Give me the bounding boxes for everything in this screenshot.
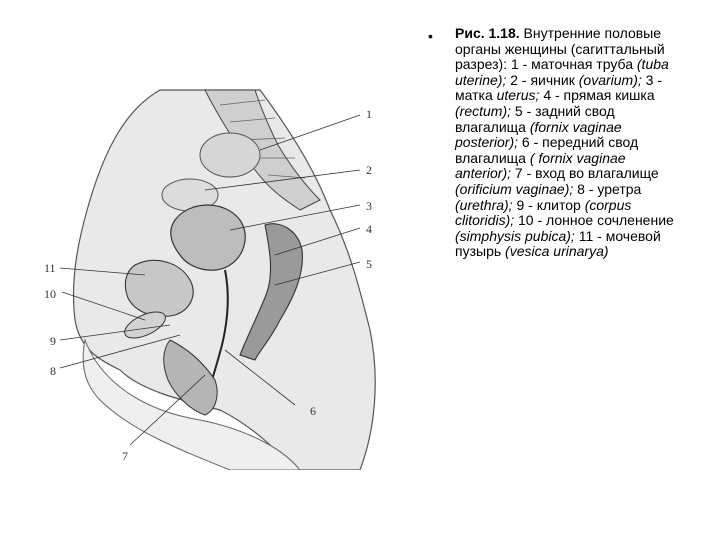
caption-body (455, 25, 674, 259)
caption-text: 11 - мочевой пузырь (455, 227, 661, 260)
caption-text: 8 - уретра (573, 180, 642, 197)
bullet-marker: • (428, 28, 433, 44)
caption-latin-term: (simphysis pubica); (455, 227, 575, 244)
label-5: 5 (366, 257, 372, 271)
label-1: 1 (366, 107, 372, 121)
caption-latin-term: uterus; (496, 87, 540, 104)
caption-latin-term: (urethra); (455, 196, 513, 213)
label-8: 8 (50, 364, 56, 378)
caption-text: 2 - яичник (506, 71, 579, 88)
caption-prefix: Рис. 1.18. (455, 25, 520, 41)
caption-latin-term: (vesica urinarya) (505, 243, 609, 260)
label-7: 7 (122, 449, 128, 463)
anatomy-illustration (30, 50, 420, 470)
label-3: 3 (366, 199, 372, 213)
caption-text: 9 - клитор (512, 196, 585, 213)
label-10: 10 (44, 287, 56, 301)
label-9: 9 (50, 334, 56, 348)
intestine-loop (200, 133, 260, 177)
caption-text: 6 - передний свод влагалища (455, 134, 639, 166)
caption-text: 3 - матка (455, 71, 662, 104)
label-4: 4 (366, 222, 372, 236)
label-11: 11 (44, 261, 56, 275)
caption-text: 7 - вход во влагалище (511, 165, 659, 182)
anatomy-figure (30, 50, 420, 470)
caption-latin-term: (ovarium); (578, 71, 642, 88)
caption-latin-term: (corpus clitoridis); (455, 196, 632, 229)
caption-latin-term: (fornix vaginae posterior); (455, 118, 622, 151)
caption-latin-term: ( fornix vaginae anterior); (455, 149, 626, 182)
caption-text: 10 - лонное сочленение (514, 212, 674, 229)
figure-caption (455, 26, 685, 260)
caption-text: Внутренние половые органы женщины (сагиттальный разрез): 1 - маточная труба (455, 25, 665, 73)
label-6: 6 (310, 404, 316, 418)
label-2: 2 (366, 163, 372, 177)
caption-text: 5 - задний свод влагалища (455, 102, 615, 135)
caption-latin-term: (tuba uterine); (455, 56, 669, 88)
caption-latin-term: (rectum); (455, 102, 511, 119)
caption-text: 4 - прямая кишка (539, 87, 655, 104)
caption-latin-term: (orificium vaginae); (455, 180, 574, 197)
